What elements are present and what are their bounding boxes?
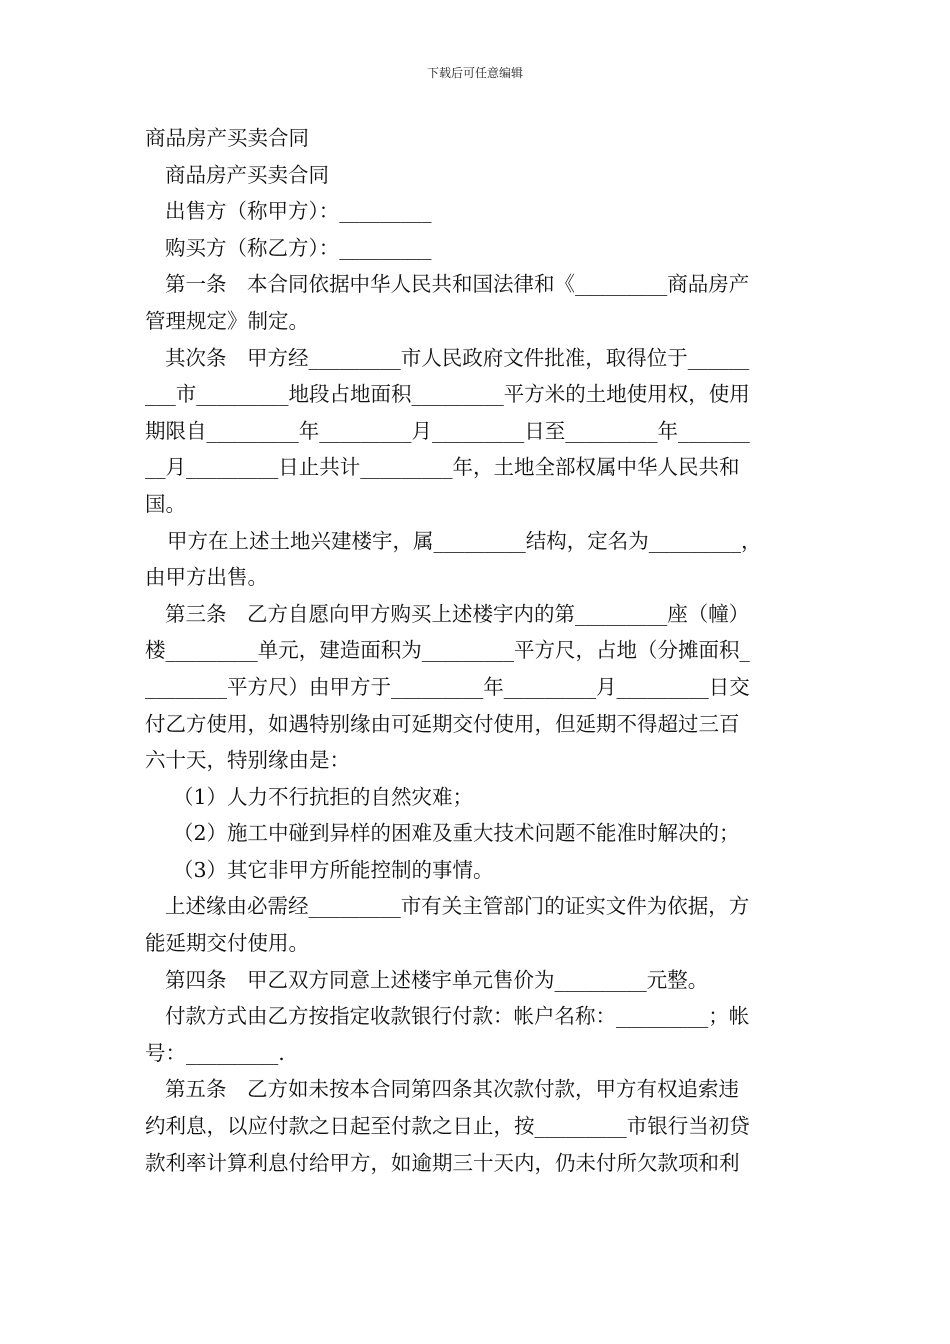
article-3-line: 付乙方使用，如遇特别缘由可延期交付使用，但延期不得超过三百: [145, 711, 740, 736]
article-2-line: 国。: [145, 491, 186, 516]
article-5-line: 款利率计算利息付给甲方，如逾期三十天内，仍未付所欠款项和利: [145, 1150, 740, 1175]
article-2-line: ___市_________地段占地面积_________平方米的土地使用权，使用: [145, 382, 750, 407]
article-1-line: 管理规定》制定。: [145, 308, 309, 333]
article-3-line: 第三条 乙方自愿向甲方购买上述楼宇内的第_________座（幢）: [165, 601, 750, 626]
delay-paragraph-line: 能延期交付使用。: [145, 931, 309, 956]
buyer-line: 购买方（称乙方）：_________: [165, 235, 432, 260]
article-2-line: __月_________日止共计_________年，土地全部权属中华人民共和: [145, 455, 740, 480]
article-5-line: 约利息，以应付款之日起至付款之日止，按_________市银行当初贷: [145, 1114, 750, 1139]
seller-line: 出售方（称甲方）：_________: [165, 199, 432, 224]
article-3-line: 楼_________单元，建造面积为_________平方尺，占地（分摊面积_: [145, 638, 750, 663]
article-4-line: 第四条 甲乙双方同意上述楼宇单元售价为_________元整。: [165, 967, 709, 992]
payment-paragraph-line: 号：_________.: [145, 1040, 285, 1065]
article-1-line: 第一条 本合同依据中华人民共和国法律和《_________商品房产: [165, 272, 750, 297]
building-paragraph-line: 甲方在上述土地兴建楼宇，属_________结构，定名为_________，: [167, 528, 762, 553]
building-paragraph-line: 由甲方出售。: [145, 565, 268, 590]
list-item: （1）人力不行抗拒的自然灾难；: [173, 784, 474, 809]
delay-paragraph-line: 上述缘由必需经_________市有关主管部门的证实文件为依据，方: [165, 894, 750, 919]
contract-heading: 商品房产买卖合同: [165, 162, 329, 187]
article-3-line: 六十天，特别缘由是：: [145, 748, 350, 773]
contract-body: [145, 120, 810, 1181]
list-item: （2）施工中碰到异样的困难及重大技术问题不能准时解决的；: [173, 821, 740, 846]
payment-paragraph-line: 付款方式由乙方按指定收款银行付款：帐户名称：_________；帐: [165, 1004, 750, 1029]
article-5-line: 第五条 乙方如未按本合同第四条其次款付款，甲方有权追索违: [165, 1077, 739, 1102]
article-3-line: ________平方尺）由甲方于_________年_________月_________日交: [145, 674, 750, 699]
document-title: 商品房产买卖合同: [145, 126, 309, 150]
page-header: 下载后可任意编辑: [426, 66, 523, 80]
article-2-line: 期限自_________年_________月_________日至_________年_______: [145, 418, 750, 443]
list-item: （3）其它非甲方所能控制的事情。: [173, 857, 494, 882]
article-2-line: 其次条 甲方经_________市人民政府文件批准，取得位于______: [165, 345, 750, 370]
